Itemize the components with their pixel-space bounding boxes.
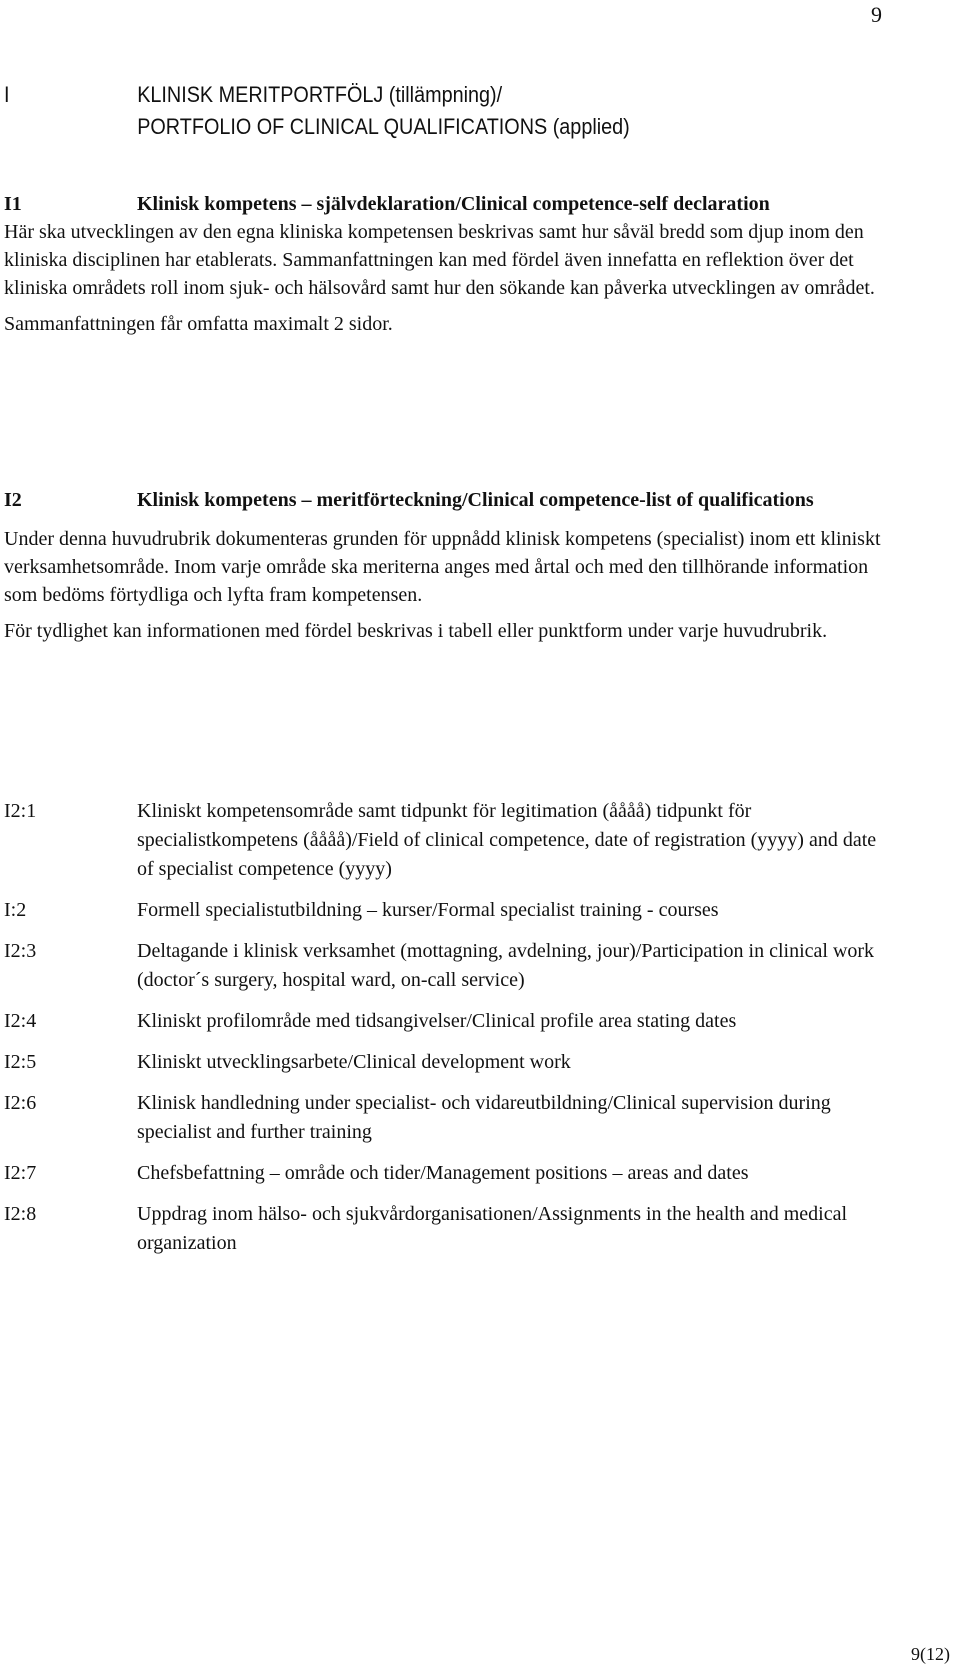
list-item-code: I2:7 bbox=[4, 1162, 37, 1184]
section-i-title-line2: PORTFOLIO OF CLINICAL QUALIFICATIONS (applied) bbox=[137, 114, 630, 139]
section-i-title bbox=[137, 79, 814, 143]
list-item bbox=[4, 1048, 894, 1077]
section-i1-paragraph: Här ska utvecklingen av den egna kliniska kompetensen beskrivas samt hur såväl bredd som djup inom den kliniska disciplinen har etablerats. Sammanfattningen kan med fördel även innefatta en reflektion över det kliniska områdets roll inom sjuk- och hälsovård samt hur den sökande kan påverka utvecklingen av området. bbox=[4, 221, 875, 299]
list-item-text: Chefsbefattning – område och tider/Management positions – areas and dates bbox=[137, 1162, 749, 1184]
list-item-code: I2:6 bbox=[4, 1092, 37, 1114]
section-i-title-line1: KLINISK MERITPORTFÖLJ (tillämpning)/ bbox=[137, 82, 503, 107]
list-item-code: I2:4 bbox=[4, 1010, 37, 1032]
list-item bbox=[4, 1089, 894, 1147]
section-i1-note: Sammanfattningen får omfatta maximalt 2 sidor. bbox=[4, 313, 393, 335]
list-item-text: Uppdrag inom hälso- och sjukvårdorganisationen/Assignments in the health and medical organization bbox=[137, 1203, 848, 1254]
section-i-heading bbox=[4, 79, 814, 143]
section-i1-code: I1 bbox=[4, 193, 22, 215]
list-item-text: Kliniskt profilområde med tidsangivelser/Clinical profile area stating dates bbox=[137, 1010, 737, 1032]
section-i2-title: Klinisk kompetens – meritförteckning/Clinical competence-list of qualifications bbox=[137, 489, 814, 511]
list-item-code: I:2 bbox=[4, 899, 27, 921]
list-item-text: Kliniskt kompetensområde samt tidpunkt för legitimation (åååå) tidpunkt för specialistkompetens (åååå)/Field of clinical competence, date of registration (yyyy) and date of specialist competence (yyyy) bbox=[137, 800, 877, 880]
section-i1-heading bbox=[4, 190, 884, 218]
list-item-code: I2:8 bbox=[4, 1203, 37, 1225]
section-i2 bbox=[4, 486, 884, 645]
section-i2-paragraph: Under denna huvudrubrik dokumenteras grunden för uppnådd klinisk kompetens (specialist) inom ett kliniskt verksamhetsområde. Inom varje område ska meriterna anges med årtal och med den tillhörande information som bedöms förtydliga och lyfta fram kompetensen. bbox=[4, 528, 881, 606]
list-item-text: Klinisk handledning under specialist- och vidareutbildning/Clinical supervision during specialist and further training bbox=[137, 1092, 831, 1143]
section-i2-note: För tydlighet kan informationen med fördel beskrivas i tabell eller punktform under varje huvudrubrik. bbox=[4, 620, 828, 642]
section-i2-heading bbox=[4, 486, 884, 514]
list-item-text: Formell specialistutbildning – kurser/Formal specialist training - courses bbox=[137, 899, 719, 921]
list-item bbox=[4, 1007, 894, 1036]
list-item bbox=[4, 797, 894, 884]
section-i1 bbox=[4, 190, 884, 338]
list-item-code: I2:5 bbox=[4, 1051, 37, 1073]
section-i-code: I bbox=[4, 82, 10, 107]
list-item bbox=[4, 1200, 894, 1258]
list-item bbox=[4, 937, 894, 995]
list-item-text: Deltagande i klinisk verksamhet (mottagning, avdelning, jour)/Participation in clinical work (doctor´s surgery, hospital ward, on-call service) bbox=[137, 940, 875, 991]
page-number-top: 9 bbox=[871, 2, 882, 27]
list-item-code: I2:1 bbox=[4, 800, 37, 822]
subsection-list bbox=[4, 797, 894, 1270]
list-item bbox=[4, 1159, 894, 1188]
list-item-text: Kliniskt utvecklingsarbete/Clinical development work bbox=[137, 1051, 571, 1073]
section-i1-title: Klinisk kompetens – självdeklaration/Clinical competence-self declaration bbox=[137, 193, 770, 215]
list-item bbox=[4, 896, 894, 925]
page-number-bottom: 9(12) bbox=[911, 1644, 950, 1664]
list-item-code: I2:3 bbox=[4, 940, 37, 962]
section-i2-code: I2 bbox=[4, 489, 22, 511]
